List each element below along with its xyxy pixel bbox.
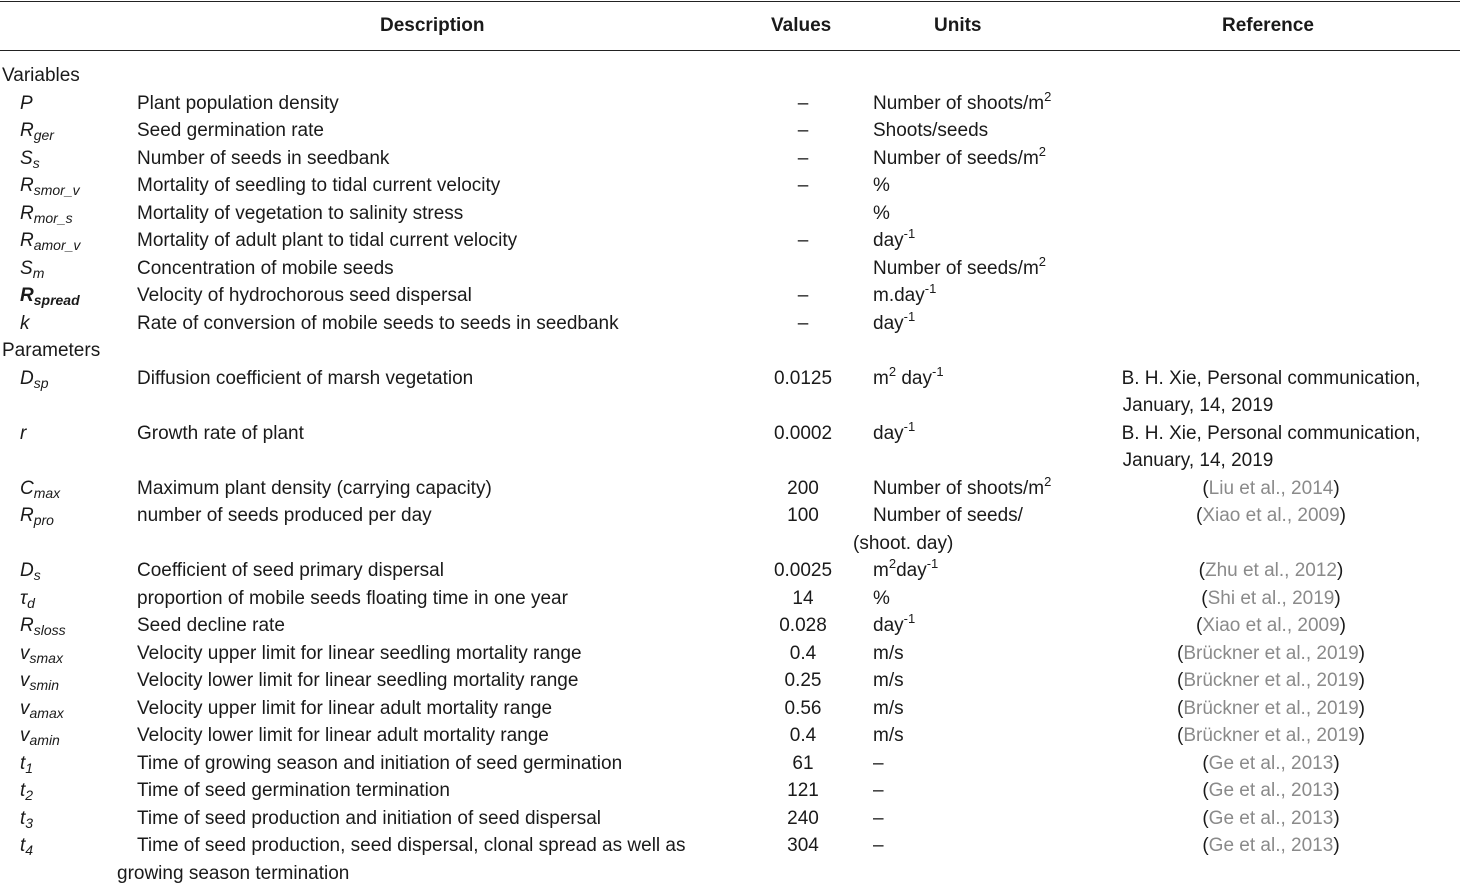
- unit-cell: [873, 612, 915, 639]
- table-row: [0, 282, 1460, 309]
- value-cell: 0.0025: [773, 560, 833, 581]
- unit-cell: [873, 227, 915, 254]
- paren-close: ): [1339, 615, 1346, 636]
- unit-text: –: [873, 780, 884, 801]
- header-reference: Reference: [1222, 15, 1314, 36]
- unit-superscript: 2: [888, 363, 897, 379]
- symbol-subscript: smax: [29, 649, 63, 666]
- symbol-subscript: amax: [29, 704, 64, 721]
- reference-cell: [1083, 722, 1459, 749]
- unit-cell: [873, 420, 915, 447]
- symbol-subscript: s: [33, 567, 41, 583]
- description-cell: Velocity upper limit for linear seedling mortality range: [137, 642, 582, 664]
- paren-open: (: [1202, 835, 1209, 856]
- unit-text: %: [873, 175, 890, 196]
- unit-cell: [873, 777, 884, 804]
- table-row: [0, 255, 1460, 282]
- value-cell: –: [797, 312, 809, 334]
- symbol-subscript: sloss: [33, 622, 66, 638]
- unit-superscript: 2: [1038, 143, 1047, 159]
- value-cell: 0.0125: [773, 367, 833, 389]
- unit-text: Number of seeds/m: [873, 147, 1039, 169]
- symbol-subscript: amor_v: [33, 237, 81, 253]
- unit-superscript: -1: [903, 611, 916, 626]
- description-cell: Time of seed production, seed dispersal, clonal spread as well as: [137, 835, 686, 856]
- unit-text: %: [873, 587, 890, 609]
- table-row: [0, 805, 1460, 832]
- table-row: [0, 502, 1460, 529]
- unit-text: Number of seeds/m: [873, 257, 1039, 279]
- paren-close: ): [1358, 697, 1365, 719]
- reference-cell: [1083, 502, 1459, 529]
- paren-open: (: [1177, 670, 1184, 691]
- reference-cell: [1083, 640, 1459, 667]
- paren-close: ): [1333, 780, 1340, 801]
- paren-close: ): [1334, 587, 1341, 609]
- description-cell: Rate of conversion of mobile seeds to seeds in seedbank: [137, 312, 619, 334]
- paren-close: ): [1337, 560, 1344, 581]
- citation-link[interactable]: Brückner et al., 2019: [1183, 697, 1359, 719]
- symbol-subscript: sp: [33, 374, 49, 391]
- unit-cell: [873, 310, 915, 337]
- unit-cell: [873, 90, 1051, 117]
- symbol-text: v: [20, 642, 30, 664]
- header-values: Values: [771, 15, 832, 36]
- table-row: [0, 832, 1460, 859]
- reference-cell: [1083, 585, 1459, 612]
- symbol-text: R: [20, 505, 34, 526]
- symbol-text: R: [20, 175, 34, 196]
- symbol-cell: [20, 420, 26, 447]
- symbol-text: R: [20, 120, 34, 141]
- unit-cell: [873, 282, 936, 309]
- description-cell: Time of seed production and initiation of seed dispersal: [137, 807, 602, 829]
- paren-close: ): [1333, 807, 1340, 829]
- value-cell: –: [797, 175, 809, 196]
- unit-text: day: [873, 422, 904, 444]
- unit-text: Number of shoots/m: [873, 477, 1045, 499]
- reference-cell: [1083, 612, 1459, 639]
- table-row-continuation: [0, 860, 1460, 887]
- unit-cell: [873, 117, 988, 144]
- symbol-subscript: mor_s: [33, 209, 73, 226]
- table-row-continuation: [0, 392, 1460, 419]
- value-cell: 240: [787, 807, 819, 829]
- table-row: [0, 200, 1460, 227]
- symbol-text: S: [20, 147, 33, 169]
- paren-open: (: [1202, 807, 1209, 829]
- symbol-text: t: [20, 780, 26, 801]
- symbol-subscript: m: [32, 264, 45, 281]
- description-cell: Mortality of seedling to tidal current velocity: [137, 175, 501, 196]
- citation-link[interactable]: Liu et al., 2014: [1208, 477, 1334, 499]
- paren-close: ): [1333, 477, 1340, 499]
- unit-text: Number of seeds/: [873, 505, 1023, 526]
- value-cell: –: [797, 120, 809, 141]
- reference-cell: [1083, 750, 1459, 777]
- symbol-subscript: smor_v: [33, 182, 80, 198]
- paren-close: ): [1333, 752, 1340, 774]
- table-row: [0, 365, 1460, 392]
- value-cell: –: [797, 230, 809, 251]
- paren-close: ): [1358, 670, 1365, 691]
- table-row: [0, 695, 1460, 722]
- unit-cell: [873, 172, 890, 199]
- unit-text: –: [873, 807, 884, 829]
- citation-link[interactable]: Brückner et al., 2019: [1183, 670, 1359, 691]
- unit-text: Number of shoots/m: [873, 92, 1045, 114]
- unit-tail: day: [896, 367, 932, 389]
- unit-superscript: -1: [903, 308, 916, 324]
- section-label-variables: Variables: [2, 65, 80, 86]
- unit-text: m/s: [873, 697, 904, 719]
- symbol-subscript: 4: [25, 842, 34, 858]
- value-cell: 0.028: [779, 615, 827, 636]
- unit-text: day: [873, 615, 904, 636]
- unit-cell: [873, 255, 1046, 282]
- value-cell: 200: [787, 477, 819, 499]
- unit-text: –: [873, 835, 884, 856]
- symbol-subscript: 2: [25, 787, 34, 803]
- value-cell: –: [797, 147, 809, 169]
- reference-cell: [1083, 667, 1459, 694]
- unit-text: m/s: [873, 725, 904, 746]
- symbol-text: R: [20, 615, 34, 636]
- description-cell: Concentration of mobile seeds: [137, 257, 394, 279]
- unit-text: –: [873, 752, 884, 774]
- description-cell: Diffusion coefficient of marsh vegetation: [137, 367, 474, 389]
- reference-continuation: January, 14, 2019: [1122, 450, 1274, 471]
- unit-cell: [873, 145, 1046, 172]
- value-cell: –: [797, 285, 809, 306]
- unit-cell: [873, 695, 904, 722]
- table-row: [0, 667, 1460, 694]
- unit-cell: [873, 805, 884, 832]
- unit-text: m/s: [873, 670, 904, 691]
- table-row: [0, 722, 1460, 749]
- section-row: [0, 62, 1460, 89]
- reference-cell: [1083, 832, 1459, 859]
- symbol-text: S: [20, 257, 33, 279]
- table-row: [0, 90, 1460, 117]
- paren-open: (: [1177, 725, 1184, 746]
- symbol-text: v: [20, 725, 30, 746]
- symbol-subscript: amin: [29, 732, 60, 748]
- table-row: [0, 172, 1460, 199]
- description-cell: Maximum plant density (carrying capacity): [137, 477, 492, 499]
- value-cell: 0.25: [784, 670, 822, 691]
- symbol-text: v: [20, 670, 30, 691]
- symbol-text: v: [20, 697, 30, 719]
- description-cell: Velocity of hydrochorous seed dispersal: [137, 285, 472, 306]
- value-cell: 304: [787, 835, 819, 856]
- unit-cell: [873, 640, 904, 667]
- table-row: [0, 310, 1460, 337]
- paren-close: ): [1339, 505, 1346, 526]
- symbol-subscript: d: [27, 594, 35, 611]
- symbol-text: k: [20, 312, 30, 334]
- paren-open: (: [1177, 642, 1184, 664]
- header-units: Units: [934, 15, 982, 36]
- value-cell: 121: [787, 780, 819, 801]
- symbol-subscript: spread: [33, 292, 80, 308]
- symbol-subscript: ger: [33, 127, 54, 143]
- table-row: [0, 117, 1460, 144]
- unit-cell: [873, 585, 890, 612]
- description-cell: Velocity upper limit for linear adult mortality range: [137, 697, 553, 719]
- reference-cell: B. H. Xie, Personal communication,: [1121, 367, 1421, 389]
- description-cell: Growth rate of plant: [137, 422, 304, 444]
- value-cell: 0.0002: [773, 422, 833, 444]
- symbol-text: P: [20, 92, 33, 114]
- unit-superscript: 2: [1038, 253, 1047, 269]
- unit-superscript: -1: [903, 226, 916, 241]
- table-row: [0, 557, 1460, 584]
- paren-open: (: [1198, 560, 1205, 581]
- reference-cell: [1083, 475, 1459, 502]
- unit-superscript: -1: [924, 281, 937, 296]
- unit-cell: [873, 475, 1051, 502]
- symbol-subscript: 1: [25, 759, 34, 776]
- table-row-continuation: [0, 447, 1460, 474]
- citation-link[interactable]: Ge et al., 2013: [1208, 780, 1334, 801]
- value-cell: 14: [792, 587, 814, 609]
- unit-cell: [873, 200, 890, 227]
- description-cell: proportion of mobile seeds floating time in one year: [137, 587, 568, 609]
- paren-open: (: [1196, 615, 1203, 636]
- table-row: [0, 750, 1460, 777]
- paren-open: (: [1177, 697, 1184, 719]
- paren-close: ): [1333, 835, 1340, 856]
- description-cell: Seed germination rate: [137, 120, 324, 141]
- table-row: [0, 475, 1460, 502]
- symbol-subscript: max: [33, 484, 61, 501]
- paren-open: (: [1202, 780, 1209, 801]
- value-cell: 61: [792, 752, 814, 774]
- unit-superscript: -1: [903, 418, 916, 434]
- citation-link[interactable]: Ge et al., 2013: [1208, 835, 1334, 856]
- unit-continuation: (shoot. day): [853, 532, 954, 554]
- table-row: [0, 420, 1460, 447]
- symbol-text: D: [20, 560, 34, 581]
- symbol-cell: [20, 310, 30, 337]
- description-cell: number of seeds produced per day: [137, 505, 432, 526]
- unit-tail-superscript: -1: [926, 556, 939, 571]
- unit-superscript: 2: [888, 556, 897, 571]
- unit-text: m.day: [873, 285, 925, 306]
- paren-close: ): [1358, 642, 1365, 664]
- description-cell: Mortality of adult plant to tidal current velocity: [137, 230, 518, 251]
- symbol-cell: [20, 90, 33, 117]
- table-row: [0, 585, 1460, 612]
- unit-cell: [873, 502, 1023, 529]
- symbol-subscript: s: [32, 154, 40, 171]
- unit-tail-superscript: -1: [931, 363, 944, 379]
- unit-cell: [873, 722, 904, 749]
- symbol-text: t: [20, 752, 26, 774]
- paren-open: (: [1201, 587, 1208, 609]
- symbol-text: t: [20, 835, 26, 856]
- citation-link[interactable]: Ge et al., 2013: [1208, 752, 1334, 774]
- table-row: [0, 640, 1460, 667]
- description-continuation: growing season termination: [117, 862, 350, 884]
- value-cell: 100: [787, 505, 819, 526]
- citation-link[interactable]: Xiao et al., 2009: [1202, 505, 1340, 526]
- symbol-text: τ: [20, 587, 28, 609]
- value-cell: 0.56: [784, 697, 822, 719]
- citation-link[interactable]: Shi et al., 2019: [1207, 587, 1335, 609]
- table-row: [0, 612, 1460, 639]
- top-rule: [0, 1, 1460, 2]
- paren-open: (: [1196, 505, 1203, 526]
- paren-open: (: [1202, 752, 1209, 774]
- reference-cell: [1083, 557, 1459, 584]
- section-label-parameters: Parameters: [2, 340, 101, 361]
- symbol-text: D: [20, 367, 34, 389]
- symbol-subscript: 3: [25, 814, 34, 831]
- reference-cell: B. H. Xie, Personal communication,: [1121, 422, 1421, 444]
- reference-cell: [1083, 805, 1459, 832]
- description-cell: Plant population density: [137, 92, 339, 114]
- description-cell: Velocity lower limit for linear seedling mortality range: [137, 670, 579, 691]
- citation-link[interactable]: Brückner et al., 2019: [1183, 725, 1359, 746]
- table-row: [0, 227, 1460, 254]
- unit-text: m/s: [873, 642, 904, 664]
- citation-link[interactable]: Xiao et al., 2009: [1202, 615, 1340, 636]
- citation-link[interactable]: Zhu et al., 2012: [1204, 560, 1338, 581]
- unit-text: Shoots/seeds: [873, 120, 989, 141]
- paren-open: (: [1202, 477, 1209, 499]
- table-row-continuation: [0, 530, 1460, 557]
- reference-cell: [1083, 695, 1459, 722]
- description-cell: Time of seed germination termination: [137, 780, 450, 801]
- description-cell: Number of seeds in seedbank: [137, 147, 390, 169]
- table-row: [0, 145, 1460, 172]
- unit-text: day: [873, 312, 904, 334]
- unit-text: m: [873, 367, 889, 389]
- citation-link[interactable]: Ge et al., 2013: [1208, 807, 1334, 829]
- section-row: [0, 337, 1460, 364]
- unit-text: day: [873, 230, 904, 251]
- unit-cell: [873, 750, 884, 777]
- description-cell: Seed decline rate: [137, 615, 285, 636]
- symbol-text: R: [20, 285, 34, 306]
- symbol-subscript: smin: [29, 677, 60, 693]
- header-description: Description: [380, 15, 485, 36]
- citation-link[interactable]: Brückner et al., 2019: [1183, 642, 1359, 664]
- unit-tail: day: [896, 560, 927, 581]
- description-cell: Time of growing season and initiation of seed germination: [137, 752, 623, 774]
- unit-superscript: 2: [1044, 88, 1052, 104]
- reference-cell: [1083, 777, 1459, 804]
- description-cell: Coefficient of seed primary dispersal: [137, 560, 444, 581]
- unit-cell: [873, 832, 884, 859]
- description-cell: Velocity lower limit for linear adult mortality range: [137, 725, 549, 746]
- unit-text: %: [873, 202, 890, 224]
- value-cell: 0.4: [789, 725, 817, 746]
- table-row: [0, 777, 1460, 804]
- unit-text: m: [873, 560, 889, 581]
- unit-cell: [873, 557, 938, 584]
- symbol-subscript: pro: [33, 512, 54, 528]
- paren-close: ): [1358, 725, 1365, 746]
- value-cell: –: [797, 92, 809, 114]
- symbol-text: C: [20, 477, 34, 499]
- unit-cell: [873, 365, 944, 392]
- symbol-text: r: [20, 422, 27, 444]
- description-cell: Mortality of vegetation to salinity stress: [137, 202, 464, 224]
- symbol-text: R: [20, 230, 34, 251]
- value-cell: 0.4: [789, 642, 817, 664]
- symbol-text: R: [20, 202, 34, 224]
- symbol-text: t: [20, 807, 26, 829]
- unit-superscript: 2: [1044, 473, 1052, 489]
- unit-cell: [873, 667, 904, 694]
- header-rule: [0, 50, 1460, 51]
- reference-continuation: January, 14, 2019: [1122, 395, 1274, 416]
